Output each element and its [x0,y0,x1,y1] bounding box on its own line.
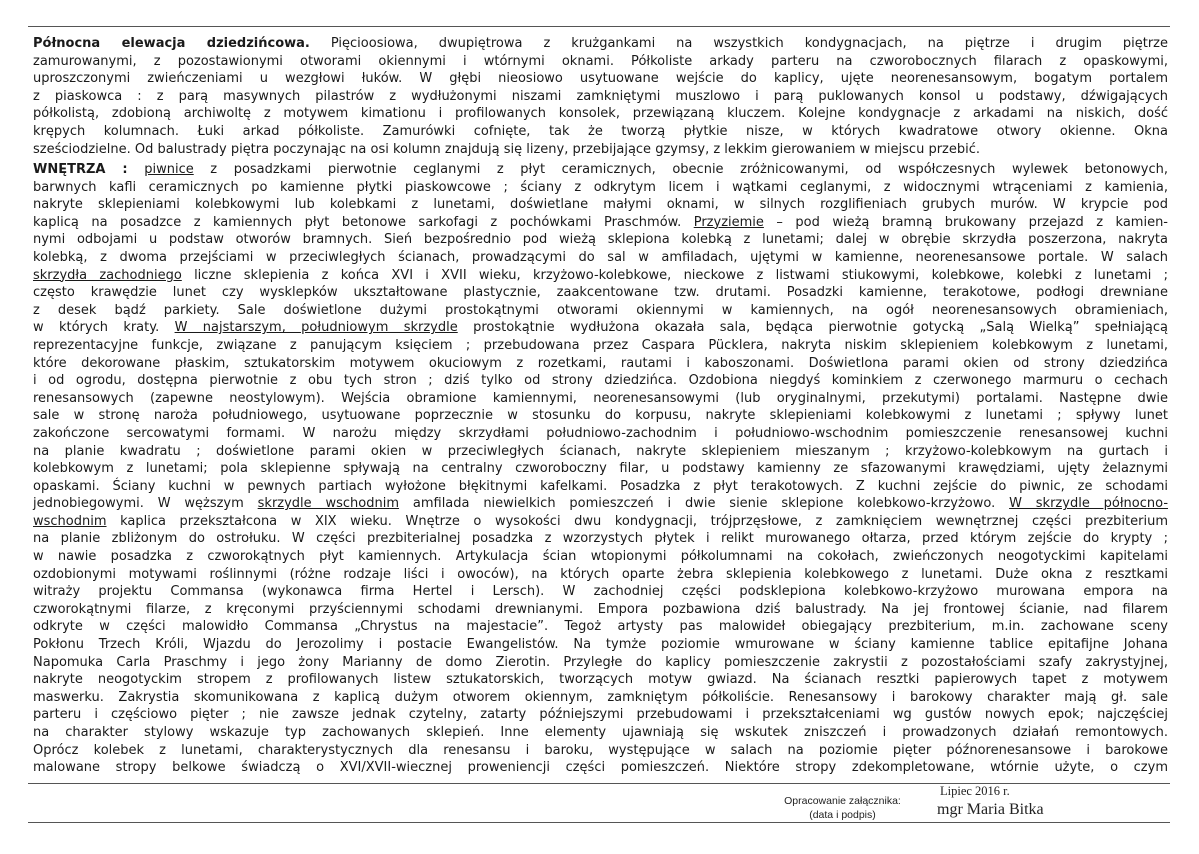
text-run: barwnych kafli ceramicznych po kamienne płytki piaskowcowe ; ściany z odkrytym licem i wątkami ceglanymi, z widocznymi wtrąceniami z kamienia, [33,179,1168,195]
text-run [128,162,145,177]
prepared-by-label-line2: (data i podpis) [809,809,876,821]
text-line [33,88,1168,106]
text-line [33,618,1168,636]
text-run: zakończone sercowatymi formami. W narożu między skrzydłami południowo-zachodnim i południowo-wschodnim pomieszczenie renesansowej kuchni [33,425,1168,441]
text-run: kolebką, z dwoma przejściami w przeciwległych ścianach, prowadzącymi do sal w amfiladach, ujętymi w kamienne, neorenesansowe portale. W salach [33,249,1168,265]
text-line [33,742,1168,760]
text-line [33,530,1168,548]
text-line [33,267,1168,285]
signature-date: Lipiec 2016 r. [940,784,1010,798]
text-run: Pokłonu Trzech Króli, Wjazdu do Jerozolimy i postacie Ewangelistów. Na tymże poziomie wmurowane w ściany kamienne tablice epitafijne Johana [33,637,1168,653]
text-run: sześciodzielne. Od balustrady piętra poczynając na osi kolumn znajdują się lizeny, przebijające gzymsy, z lekkim gierowaniem w miejscu przebić. [33,141,981,157]
text-line [33,407,1168,425]
prepared-by-label-line1: Opracowanie załącznika: [784,795,901,807]
underlined-term: W najstarszym, południowym skrzydle [174,320,458,336]
text-line [33,337,1168,355]
text-run: w których kraty. [33,320,175,336]
text-run: na planie kwadratu ; doświetlone parami okien w przeciwległych ścianach, nakryte sklepieniem mieszanym ; krzyżowo-kolebkowym na gurtach i [33,443,1168,459]
text-line [33,231,1168,249]
text-line [33,355,1168,373]
signature-author: mgr Maria Bitka [937,801,1044,818]
text-line [33,161,1168,179]
text-run: zamurowanymi, z pozostawionymi otworami okiennymi i wtórnymi oknami. Półkoliste arkady parteru na czworobocznych filarach z opaskowymi, [33,53,1168,69]
text-line [33,495,1168,513]
bold-heading: Północna elewacja dziedzińcowa. [33,36,310,51]
text-run: nymi odbojami u podstaw otworów bramnych. Sień bezpośrednio pod wieżą sklepiona kolebką z lunetami; dalej w obrębie skrzydła poszerzona, nakryta [33,232,1168,248]
text-line [33,478,1168,496]
underlined-term: Przyziemie [693,214,764,230]
text-line [33,179,1168,197]
text-run: liczne sklepienia z końca XVI i XVII wieku, krzyżowo-kolebkowe, nieckowe z listwami stiukowymi, kolebkowe, kolebki z lunetami ; [181,267,1168,283]
text-line [33,443,1168,461]
text-run: uproszczonymi zwieńczeniami u wezgłowi łuków. W głębi nieosiowo usytuowane wejście do kaplicy, ujęte neorenesansowym, bogatym portalem [33,71,1168,87]
text-line [33,654,1168,672]
text-line [33,583,1168,601]
text-line [33,123,1168,141]
text-line [33,390,1168,408]
text-run: na planie zbliżonym do ostrołuku. W części prezbiterialnej posadzka z wzorzystych płytek i relikt murowanego ołtarza, przed którym zejście do krypty ; [33,531,1168,547]
text-run: półkolistą, zdobioną archiwoltę z motywem kimationu i profilowanych konsolek, przewiązaną kluczem. Kolejne kondygnacje z arkadami na niskich, dość [33,106,1168,122]
text-run: Napomuka Carla Praschmy i jego żony Marianny de domo Zierotin. Przyległe do kaplicy pomieszczenie zakrystii z pozostałościami szafy zakrystyjnej, [33,654,1168,670]
text-run: kolebkowym z lunetami; pola sklepienne spływają na centralny czworoboczny filar, u podstawy kamienny ze sfazowanymi krawędziami, ujęty żelaznymi [33,461,1168,477]
text-run: ozdobionymi motywami roślinnymi (różne rodzaje liści i owoców), na których oparte żebra sklepienia kolebkowego z lunetami. Duże okna z resztkami [33,566,1168,582]
text-run: kaplicą na posadzce z kamiennych płyt betonowe sarkofagi z pochówkami Praschmów. [33,214,694,230]
text-line [33,302,1168,320]
text-line [33,513,1168,531]
text-run: często krawędzie lunet czy wysklepków ukształtowane plastycznie, zaakcentowane tzw. drutami. Posadzki kamienne, terakotowe, podłogi drewniane [33,285,1168,301]
text-run: maswerku. Zakrystia skomunikowana z kaplicą dużym otworem okiennym, zamkniętym półkoliście. Renesansowy i barokowy charakter mają gł. sale [33,689,1168,705]
underlined-term: piwnice [144,162,194,177]
text-line [33,105,1168,123]
bold-heading: WNĘTRZA : [33,162,128,177]
paragraph-interiors [33,161,1168,777]
text-run: z desek bądź parkiety. Sale doświetlone dużymi prostokątnymi otworami okiennymi w kamiennych, na ogół neorenesansowych obramieniach, [33,302,1168,318]
text-line [33,141,1168,159]
text-run: kaplica przekształcona w XIX wieku. Wnętrze o wysokości dwu kondygnacji, trójprzęsłowe, z zamknięciem wewnętrznej części prezbiterium [106,513,1168,529]
text-line [33,636,1168,654]
text-line [33,319,1168,337]
underlined-term: W skrzydle północno- [1009,496,1169,512]
text-line [33,706,1168,724]
text-line [33,759,1168,777]
footer-bottom-rule [28,822,1170,823]
text-line [33,214,1168,232]
text-run: opaskami. Ściany kuchni w pewnych partiach wyłożone błękitnymi kafelkami. Posadzka z płyt terakotowych. Z kuchni zejście do piwnic, ze schodami [33,478,1168,494]
text-run: – pod wieżą bramną brukowany przejazd z kamien- [763,214,1168,230]
text-run: odkryte w części malowidło Commansa „Chrystus na majestacie”. Tegoż artysty pas malowideł obiegający prezbiterium, m.in. zachowane sceny [33,619,1168,635]
text-run: nakryte neogotyckim stropem z profilowanych listew sztukatorskich, tworzących motyw gwiazd. Na ścianach resztki papierowych tapet z motywem [33,672,1168,688]
text-run: reprezentacyjne funkcje, związane z panującym księciem ; przebudowana przez Caspara Pücklera, nakryta niskim sklepieniem kolebkowym z lunetami, [33,337,1168,353]
text-line [33,548,1168,566]
text-run: witraży projektu Commansa (wykonawca firma Hertel i Lersch). W zachodniej części podsklepiona kolebkowo-krzyżowo murowana empora na [33,584,1168,600]
text-run: w nawie posadzka z czworokątnych płyt kamiennych. Artykulacja ścian wtopionymi półkolumnami na cokołach, zwieńczonych neogotyckimi kapitelami [33,549,1168,565]
text-line [33,671,1168,689]
text-line [33,372,1168,390]
text-run: nakryte sklepieniami kolebkowymi lub kolebkami z lunetami, doświetlane małymi oknami, w silnych rozglifieniach grubych murów. W krypcie pod [33,197,1168,213]
text-run: parteru i częściowo pięter ; nie zawsze jednak czytelny, zatarty późniejszymi przebudowami i przekształceniami wg gustów nowych epok; najczęściej [33,707,1168,723]
text-line [33,566,1168,584]
text-run: Oprócz kolebek z lunetami, charakterystycznych dla renesansu i baroku, występujące w salach na poziomie pięter późnorenesansowe i barokowe [33,742,1168,758]
text-run: prostokątnie wydłużona okazała sala, będąca pierwotnie gotycką „Salą Wielką” spełniającą [457,320,1168,336]
text-run: sale w stronę naroża południowego, usytuowane poprzecznie w stosunku do korpusu, nakryte sklepieniami kolebkowymi z lunetami ; spływy lunet [33,408,1168,424]
text-run: malowane stropy belkowe świadczą o XVI/XVII-wiecznej proweniencji części pomieszczeń. Niektóre stropy zdekompletowane, wtórnie użyte, o czym [33,760,1168,776]
text-run: Pięcioosiowa, dwupiętrowa z krużgankami na wszystkich kondygnacjach, na piętrze i drugim piętrze [309,36,1168,51]
underlined-term: wschodnim [33,513,107,529]
underlined-term: skrzydła zachodniego [33,267,182,283]
text-line [33,249,1168,267]
text-line [33,196,1168,214]
text-line [33,425,1168,443]
text-run: które dekorowane płaskim, sztukatorskim motywem okuciowym z rozetkami, rautami i kaboszonami. Doświetlona parami okien od strony dziedzińca [33,355,1168,371]
text-run: czworokątnymi filarze, z kręconymi przyściennymi schodami drewnianymi. Empora pozbawiona dziś balustrady. Na jej frontowej ścianie, nad filarem [33,601,1168,617]
text-line [33,70,1168,88]
prepared-by-label [780,794,905,822]
text-line [33,35,1168,53]
text-line [33,284,1168,302]
text-line [33,724,1168,742]
text-run: na charakter stylowy wskazuje typ zachowanych sklepień. Inne elementy ujawniają się wskutek zniszczeń i prowadzonych działań remontowych. [33,725,1168,740]
text-run: z piaskowca : z parą masywnych pilastrów z wydłużonymi niszami zamkniętymi muszlowo i parą puklowanych konsol u podstawy, dźwigających [33,88,1168,104]
text-run: z posadzkami pierwotnie ceglanymi z płyt ceramicznych, obecnie zróżnicowanymi, od współczesnych wylewek betonowych, [193,162,1168,177]
paragraph-north-courtyard-elevation [33,35,1168,158]
text-run: krępych kolumnach. Łuki arkad półkoliste. Zamurówki cofnięte, tak że tworzą płytkie nisze, w których kwadratowe otwory okienne. Okna [33,123,1168,139]
text-run: renesansowych (zapewne neostylowym). Wejścia obramione kamiennymi, neorenesansowymi (lub oryginalnymi, przekutymi) portalami. Następne dwie [33,390,1168,406]
text-run: i od ogrodu, dostępna pierwotnie z obu tych stron ; dziś tylko od strony dziedzińca. Ozdobiona niegdyś kominkiem z czerwonego marmuru o cechach [33,373,1168,389]
top-rule [28,26,1170,27]
text-run: amfilada niewielkich pomieszczeń i dwie sienie sklepione kolebkowo-krzyżowo. [399,496,1010,512]
text-line [33,460,1168,478]
text-line [33,689,1168,707]
text-run: jednobiegowymi. W węższym [33,496,258,512]
text-line [33,601,1168,619]
underlined-term: skrzydle wschodnim [257,496,400,512]
text-line [33,53,1168,71]
